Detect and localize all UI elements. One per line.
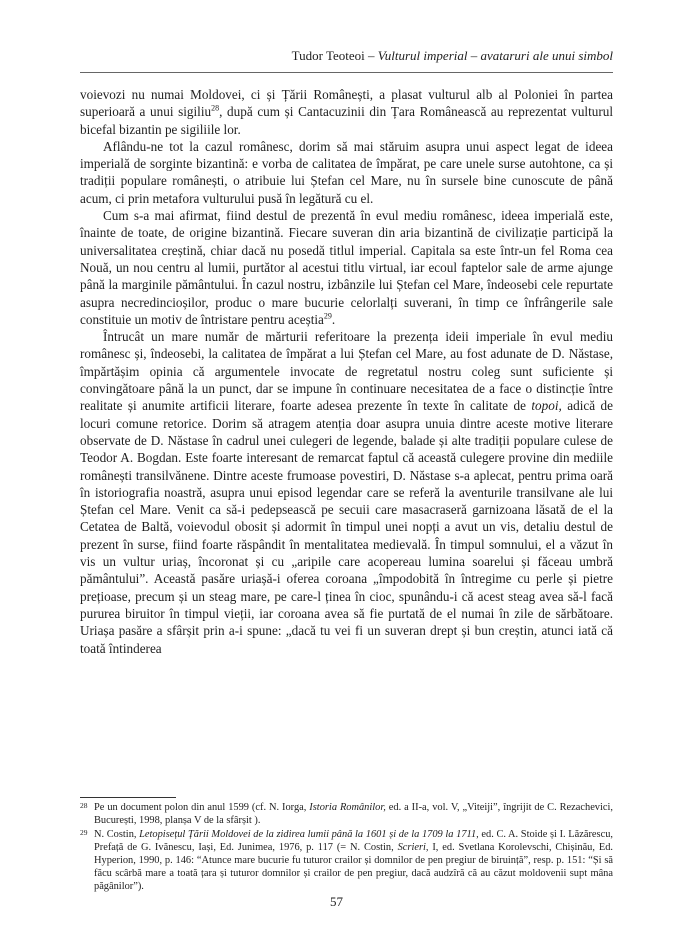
paragraph-3-text-a: Cum s-a mai afirmat, fiind destul de prezentă în evul mediu românesc, ideea imperială este, înainte de toate, de origine bizantină. Fiecare suveran din aria bizantină de civilizație participă la universalitatea creștină, chiar dacă nu posedă titlul imperial. Capitala sa este într-un fel Roma cea Nouă, un nou centru al lumii, purtător al acestui titlu virtual, iar ecoul faptelor sale de arme ajunge până la marginile pământului. În cazul nostru, izbânzile lui Ștefan cel Mare, îndeosebi cele repurtate asupra necredincioșilor, produc o mare bucurie celorlalți suverani, în timp ce înfrângerile sale constituie un motiv de întristare pentru aceștia bbox=[80, 208, 613, 327]
footnote-28-number: 28 bbox=[80, 801, 88, 810]
footnote-29 bbox=[80, 828, 613, 893]
paragraph-1-text-a: voievozi nu numai Moldovei, ci și Țării Românești, a plasat vulturul alb al Poloniei în partea superioară a unui sigiliu bbox=[80, 87, 613, 120]
paragraph-1 bbox=[80, 86, 613, 138]
paragraph-3-text-b: . bbox=[331, 311, 336, 327]
header-author: Tudor Teoteoi bbox=[291, 48, 365, 63]
header-separator: – bbox=[364, 48, 378, 63]
header-rule bbox=[80, 72, 613, 73]
footnotes bbox=[80, 801, 613, 894]
page-number: 57 bbox=[330, 894, 343, 909]
paragraph-4-text-b: adică de locuri comune retorice. Dorim să atragem atenția doar asupra unuia dintre aceste motive literare observate de D. Năstase în cadrul unei culegeri de legende, balade și alte tradiții populare culese de Teodor A. Bogdan. Este foarte interesant de remarcat faptul că această culegere provine din mediile românești transilvănene. Dintre aceste frumoase povestiri, D. Năstase s-a aplecat, pentru prima oară în istoriografia noastră, asupra unui episod legendar care se referă la aventurile transilvane ale lui Ștefan cel Mare. Venit ca să-i pedepsească pe secuii care masacraseră garnizoana lăsată de el la Cetatea de Baltă, voievodul obosit și adormit în timpul unei nopți a avut un vis, detaliu destul de prezent în surse, fiind foarte răspândit în mentalitatea medievală. În timpul somnului, el a văzut în vis un vultur uriaș, încoronat și cu „aripile care acopereau lumina soarelui și făceau umbră pământului”. Această pasăre uriașă-i oferea coroana „împodobită în întregime cu perle și pietre prețioase, precum și un steag mare, pe care-l ținea în cioc, spunându-i că acest steag avea să-l facă pururea biruitor în timpul vieții, iar coroana avea să fie purtată de el numai în zile de sărbătoare. Uriașa pasăre a sfârșit prin a-i spune: „dacă tu vei fi un suveran drept și bun creștin, atunci iată că toată întinderea bbox=[80, 398, 613, 656]
running-header bbox=[80, 48, 613, 64]
footnote-rule bbox=[80, 797, 176, 798]
paragraph-1-text-b: , după cum și Cantacuzinii din Țara Românească au reprezentat vulturul bicefal bizantin pe sigiliile lor. bbox=[80, 104, 613, 137]
footnote-28-title: Istoria Românilor, bbox=[309, 802, 386, 813]
footnote-28-text-a: Pe un document polon din anul 1599 (cf. N. Iorga, bbox=[94, 802, 310, 813]
footnote-29-text-a: N. Costin, bbox=[94, 829, 140, 840]
paragraph-4-topoi: topoi, bbox=[531, 398, 562, 414]
paragraph-3 bbox=[80, 207, 613, 328]
paragraph-4 bbox=[80, 328, 613, 657]
paragraph-2: Aflându-ne tot la cazul românesc, dorim să mai stăruim asupra unui aspect legat de ideea imperială de sorginte bizantină: e vorba de calitatea de împărat, pe care unele surse autohtone, ca și tradiții populare românești, o atribuie lui Ștefan cel Mare, nu în sursele bine cunoscute de până acum, ci prin metafora vulturului pusă în legătură cu el. bbox=[80, 138, 613, 206]
footnote-28-text-b: ed. a II-a, vol. V, „Viteiji”, îngrijit de C. Rezachevici, București, 1998, planșa V de la sfârșit ). bbox=[94, 802, 613, 826]
footnote-ref-28[interactable]: 28 bbox=[211, 103, 220, 113]
footnote-29-title-1: Letopisețul Țării Moldovei de la zidirea lumii până la 1601 și de la 1709 la 1711, bbox=[139, 829, 479, 840]
header-title: Vulturul imperial – avataruri ale unui simbol bbox=[377, 48, 613, 63]
footnote-29-number: 29 bbox=[80, 828, 88, 837]
body-text bbox=[80, 86, 613, 657]
paragraph-4-text-a: Întrucât un mare număr de mărturii referitoare la prezența ideii imperiale în evul mediu românesc și, îndeosebi, la calitatea de împărat a lui Ștefan cel Mare, au fost adunate de D. Năstase, împărtășim opinia că argumentele invocate de regretatul nostru coleg sunt suficiente și convingătoare până la un punct, dar se impune în continuare necesitatea de a face o distincție între realitate și anumite artificii literare, foarte adesea prezente în texte în calitate de bbox=[80, 329, 613, 414]
footnote-29-text-c: I, ed. Svetlana Korolevschi, Chișinău, Ed. Hyperion, 1990, p. 146: “Atunce mare bucurie fu tuturor crailor și domnilor de pen pregiur de biruință”, resp. p. 151: “Și să făcu scârbă mare a toată țara și tuturor domnilor și crailor de pen pregiur, dacă audzîră că au căzut moldovenii supt mâna păgânilor”). bbox=[94, 842, 613, 892]
footnote-28 bbox=[80, 801, 613, 827]
footnote-29-text-b: ed. C. A. Stoide și I. Lăzărescu, Prefață de G. Ivănescu, Iași, Ed. Junimea, 1976, p. 117 (= N. Costin, bbox=[94, 829, 613, 853]
footnote-ref-29[interactable]: 29 bbox=[323, 311, 332, 321]
footnote-29-title-2: Scrieri, bbox=[397, 842, 429, 853]
